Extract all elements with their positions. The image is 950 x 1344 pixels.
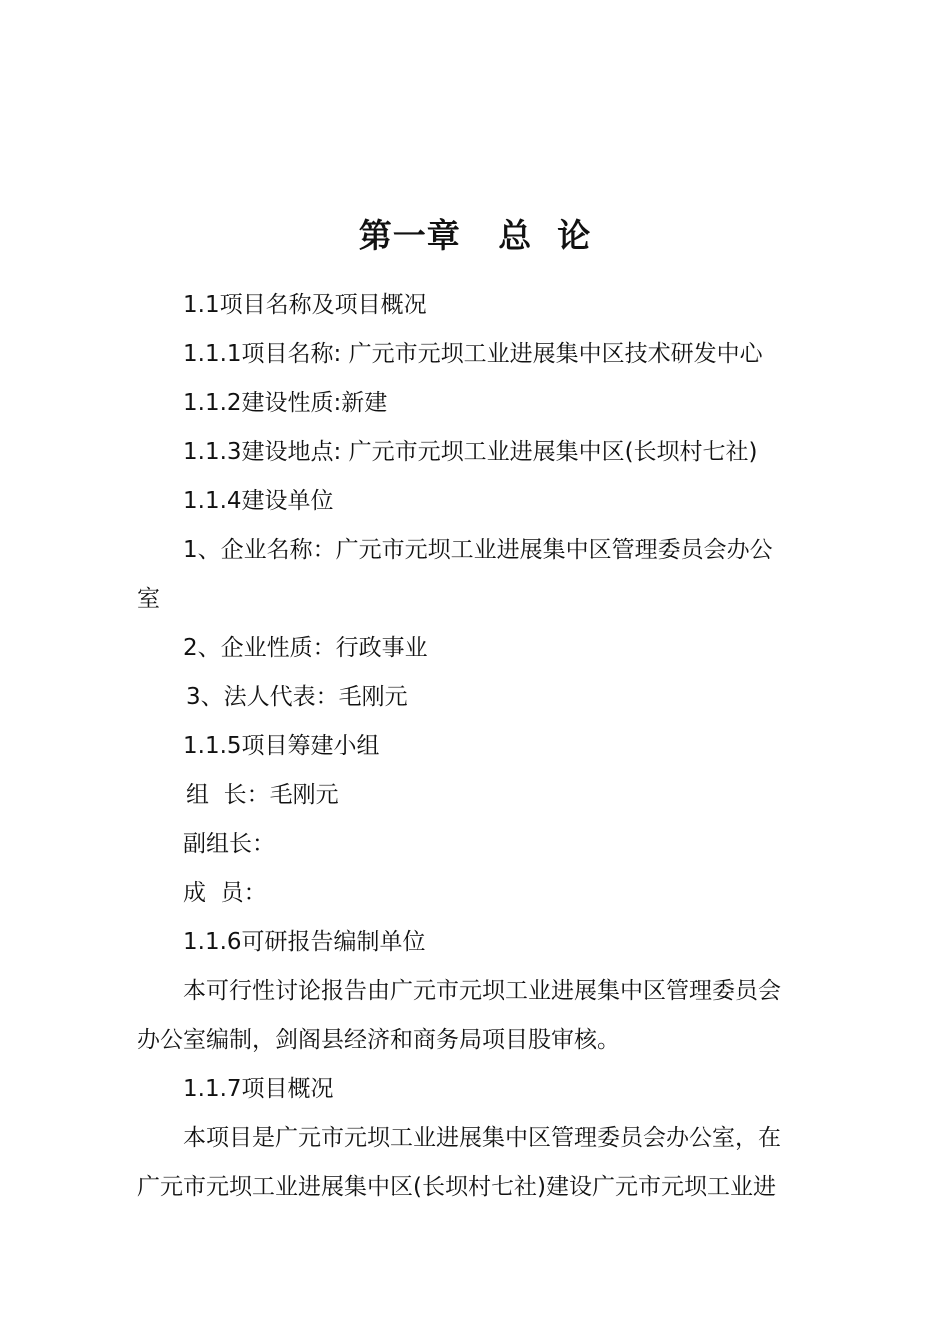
paragraph-line: 1.1.1项目名称: 广元市元坝工业进展集中区技术研发中心 (183, 341, 763, 367)
section-heading: 1.1项目名称及项目概况 (183, 292, 427, 318)
paragraph-line: 室 (137, 586, 160, 612)
paragraph-line: 2、企业性质：行政事业 (183, 635, 428, 661)
paragraph-line: 广元市元坝工业进展集中区(长坝村七社)建设广元市元坝工业进 (137, 1174, 776, 1200)
paragraph-line: 1.1.5项目筹建小组 (183, 733, 380, 759)
paragraph-line: 副组长： (183, 831, 275, 857)
paragraph-line: 1.1.2建设性质:新建 (183, 390, 388, 416)
paragraph-line: 1.1.6可研报告编制单位 (183, 929, 426, 955)
paragraph-line: 3、法人代表：毛刚元 (186, 684, 408, 710)
paragraph-line: 1、企业名称：广元市元坝工业进展集中区管理委员会办公 (183, 537, 773, 563)
paragraph-line: 本可行性讨论报告由广元市元坝工业进展集中区管理委员会 (183, 978, 781, 1004)
paragraph-line: 办公室编制，剑阁县经济和商务局项目股审核。 (137, 1027, 620, 1053)
paragraph-line: 1.1.3建设地点: 广元市元坝工业进展集中区(长坝村七社) (183, 439, 758, 465)
chapter-title: 第一章 总 论 (358, 216, 592, 255)
paragraph-line: 组 长：毛刚元 (186, 782, 339, 808)
paragraph-line: 1.1.7项目概况 (183, 1076, 334, 1102)
paragraph-line: 1.1.4建设单位 (183, 488, 334, 514)
paragraph-line: 成 员： (183, 880, 267, 906)
paragraph-line: 本项目是广元市元坝工业进展集中区管理委员会办公室，在 (183, 1125, 781, 1151)
